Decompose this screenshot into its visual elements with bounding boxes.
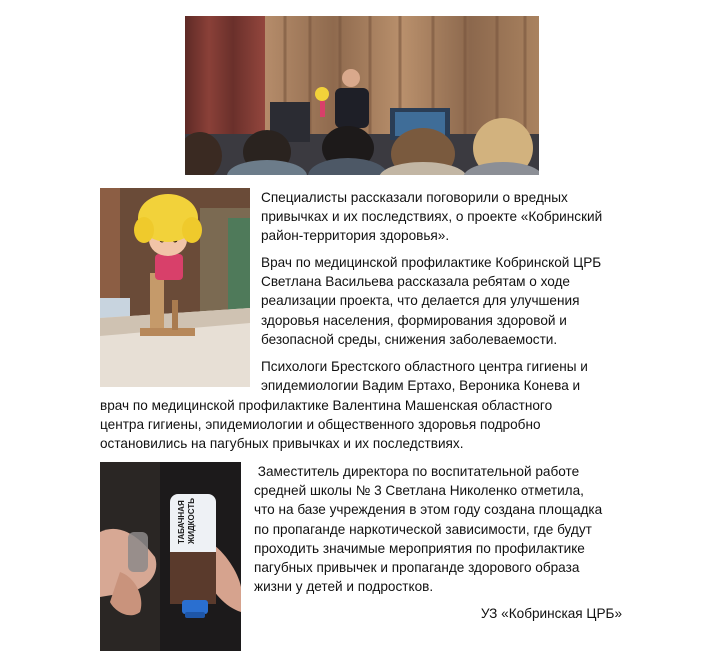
paragraph-3 (261, 357, 588, 395)
paragraph-4 (254, 462, 602, 596)
text-line: по пропаганде наркотической зависимости, где будут (254, 521, 592, 537)
text-line: безопасной среды, снижения заболеваемости. (261, 331, 558, 347)
text-line: Заместитель директора по воспитательной работе (254, 464, 580, 479)
paragraph-1 (261, 188, 602, 246)
text-line: эпидемиологии Вадим Ертахо, Вероника Конева и (261, 378, 581, 394)
text-line: реализации проекта, что делается для улучшения (261, 293, 580, 309)
text-line: привычках и их последствиях, о проекте «Кобринский (261, 209, 603, 225)
text-line: район-территория здоровья». (261, 228, 450, 244)
text-line: здоровья населения, формирования здоровой и (261, 312, 567, 328)
lecture-hall-illustration (185, 16, 539, 175)
text-line: остановились на пагубных привычках и их последствиях. (100, 436, 464, 452)
photo-doll (100, 188, 250, 387)
doll-illustration (100, 188, 250, 387)
text-line: пагубных привычек и пропаганде здорового образа (254, 560, 580, 576)
text-line: Врач по медицинской профилактике Кобринской ЦРБ (261, 255, 602, 270)
photo-bottle (100, 462, 241, 651)
text-line: Психологи Брестского областного центра гигиены и (261, 359, 588, 374)
bottle-label-line1: ТАБАЧНАЯ (177, 500, 186, 544)
text-line: врач по медицинской профилактике Валентина Машенская областного (100, 398, 553, 413)
paragraph-2 (261, 253, 601, 349)
text-line: средней школы № 3 Светлана Николенко отметила, (254, 483, 584, 499)
photo-lecture-hall (185, 16, 539, 175)
bottle-illustration (100, 462, 241, 651)
text-line: Светлана Васильева рассказала ребятам о ходе (261, 274, 570, 290)
text-line: что на базе учреждения в этом году создана площадка (254, 502, 603, 518)
text-line: жизни у детей и подростков. (254, 579, 434, 595)
text-line: проходить значимые мероприятия по профилактике (254, 540, 585, 556)
text-line: Специалисты рассказали поговорили о вредных (261, 190, 568, 205)
article-signature: УЗ «Кобринская ЦРБ» (480, 606, 622, 621)
paragraph-3-continued (100, 396, 552, 454)
bottle-label-line2: ЖИДКОСТЬ (187, 498, 196, 544)
text-line: центра гигиены, эпидемиологии и общественного здоровья подробно (100, 417, 541, 433)
